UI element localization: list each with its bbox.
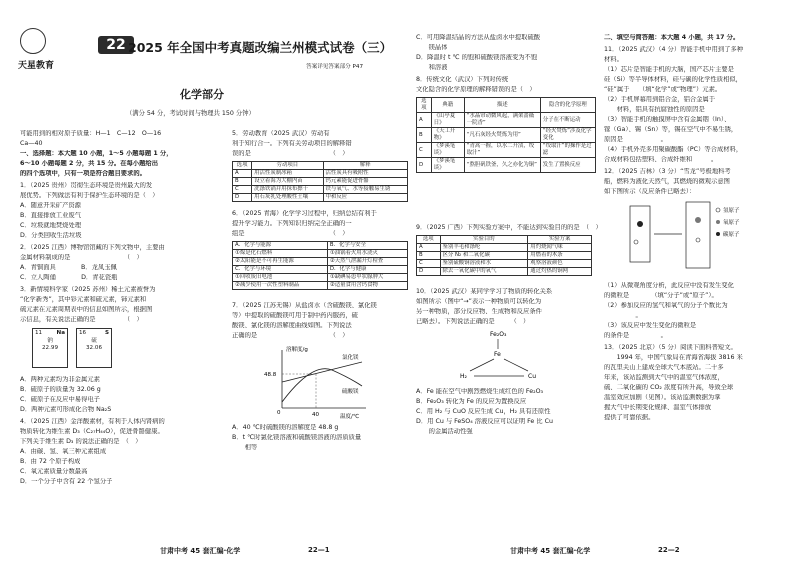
table-cell: ②适量食用含钙食物	[327, 282, 407, 290]
text-line: 另一种物质，部分反应物、生成物和反应条件	[416, 308, 542, 315]
table-cell: 洗涤铁锅并用抹布擦干	[252, 186, 323, 194]
text-line: 酸镁、氯化镁的溶解度曲线如图。下列说法	[232, 322, 352, 329]
table-cell: 中和反应	[323, 194, 407, 202]
table-cell: 用燃着的木条	[528, 252, 592, 260]
graph-xtick: 40	[312, 412, 319, 418]
text-line: （3）该反应中发生变化的微粒是	[604, 322, 722, 329]
text-line: 12．（2025 吉林）（3 分）“雪龙”号极地科考	[604, 168, 731, 175]
element-symbol: S	[104, 330, 109, 336]
table-cell: 设立着海为大棚内苗	[252, 178, 323, 186]
table-row	[233, 266, 408, 274]
text-line: 误的是 （ ）	[232, 150, 349, 157]
table-cell: B．化学与安全	[327, 242, 407, 250]
table-cell: 《天工开物》	[431, 128, 464, 143]
atomic-number: 11	[35, 330, 43, 336]
table-row	[417, 252, 592, 260]
text-line: D．一个分子中含有 22 个氢分子	[20, 478, 113, 485]
text-line: B．t ℃时氯化镁溶液和硫酸镁溶液的溶质质量	[232, 434, 362, 441]
table-cell: “绞取汁”的操作是过滤	[540, 143, 595, 158]
text-line: 原因是 。	[604, 136, 667, 143]
table-cell: 分子在不断运动	[540, 113, 595, 128]
transform-diagram	[456, 328, 546, 384]
table-cell: ①缺碘易患甲状腺肿大	[327, 274, 407, 282]
text-line: 10．（2025 武汉）某同学学习了物质的转化关系	[416, 288, 553, 295]
text-line: C．垃圾就地焚烧处理	[20, 222, 82, 229]
table-row	[233, 194, 408, 202]
answer-reference: 答案详见答案部分 P47	[306, 64, 364, 70]
element-name: 钠	[47, 338, 53, 344]
text-line: 温室效应加剧（见图）。该站监测数据为掌	[604, 394, 721, 401]
text-line: 物质转化为维生素 D₃（C₂₇H₄₄O），促进骨骼健康。	[20, 428, 164, 435]
text-line: A．青铜面具 B．龙凤玉佩	[20, 264, 117, 271]
table-header: 选项	[233, 162, 252, 170]
text-line: 船，燃料为液化天然气，其燃烧的微观示意图	[604, 178, 730, 185]
table-cell: ①煤是化石燃料	[233, 250, 328, 258]
table-cell: 通过灼热的铜网	[528, 268, 592, 276]
table-cell: A	[233, 170, 252, 178]
table-cell: “青蒿一握，以水二升渍，绞取汁”	[464, 143, 540, 158]
table-row	[417, 128, 596, 143]
table-cell: C．化学与环境	[233, 266, 328, 274]
table-cell: A	[417, 113, 432, 128]
table-cell: 《梦溪笔谈》	[431, 143, 464, 158]
exam-meta: （满分 54 分，考试时间与物理共 150 分钟）	[126, 110, 255, 117]
atomic-mass: 32.06	[85, 345, 102, 351]
table-cell: 《梦溪笔谈》	[431, 158, 464, 173]
table-cell: ②太阳能是不可再生能源	[233, 258, 328, 266]
text-line: 的微粒是 （填“分子”或“原子”）。	[604, 292, 718, 299]
diagram-node: Cu	[528, 373, 536, 380]
graph-origin: 0	[277, 410, 281, 416]
table-row	[417, 260, 592, 268]
text-line: （2）参加反应的氢气和氧气的分子个数比为	[604, 302, 728, 309]
text-line: C．可用降温结晶的方法从盐卤水中提取硫酸	[416, 34, 541, 41]
diagram-node: Fe	[494, 351, 501, 358]
brand-name: 天星教育	[18, 61, 55, 71]
text-line: 5．劳动教育（2025 武汉）劳动有	[232, 130, 330, 137]
text-line: C．用 H₂ 与 CuO 反应生成 Cu，H₂ 具有还原性	[416, 408, 551, 415]
text-line: 的瓦里关山上建成全球大气本底站。二十多	[604, 364, 724, 371]
graph-ytick: 48.8	[264, 372, 277, 378]
text-line: 合成材料包括塑料、合成纤维和 。	[604, 156, 718, 163]
text-line: A．由碳、氢、氧三种元素组成	[20, 448, 107, 455]
table-cell: ②天然气泄漏开灯检查	[327, 258, 407, 266]
text-line: 示信息，有关说法正确的是 （ ）	[20, 316, 143, 323]
footer-right-page: 22—2	[658, 546, 680, 554]
text-line: D．分类回收生活垃圾	[20, 232, 82, 239]
text-line: 二、填空与简答题：本大题 4 小题，共 17 分。	[604, 34, 740, 41]
table-cell: B	[417, 252, 441, 260]
graph-ylabel: 溶解度/g	[286, 347, 308, 353]
text-line: 11．（2025 武汉）（4 分）智能手机中用到了多种	[604, 46, 744, 53]
table-q8	[416, 97, 596, 173]
table-cell: D．化学与健康	[327, 266, 407, 274]
text-line: A．Fe 能在空气中剧烈燃烧生成红色的 Fe₂O₃	[416, 388, 544, 395]
text-line: A．两种元素均为非金属元素	[20, 376, 100, 383]
text-line: 展优势。下列做法有利于保护生态环境的是（ ）	[20, 192, 159, 199]
table-q9	[416, 235, 592, 276]
atomic-number: 16	[79, 330, 87, 336]
table-cell: 钙元素能促进骨骼	[323, 178, 407, 186]
table-row	[417, 244, 592, 252]
text-line: 6～10 小题每题 2 分，共 15 分。在每小题给出	[20, 160, 158, 167]
graph-xlabel: 温度/℃	[340, 414, 360, 420]
table-row	[417, 143, 596, 158]
table-cell: 用活性炭制冰箱	[252, 170, 323, 178]
table-header: 实验目的	[440, 236, 528, 244]
text-line: D．两种元素可形成化合物 Na₂S	[20, 406, 112, 413]
text-line: 提升学习能力。下列知识归纳完全正确的一	[232, 220, 352, 227]
element-card-1	[32, 328, 68, 368]
table-row	[233, 282, 408, 290]
table-cell: C	[233, 186, 252, 194]
table-cell: “凡石灰经火焚炼为用”	[464, 128, 540, 143]
table-row	[417, 113, 596, 128]
text-line: （2）手机屏幕用到铝合金，铝合金属于	[604, 96, 716, 103]
text-line: 4．（2025 江西）金洋酸素材，有利于人体内肾病的	[20, 418, 165, 425]
table-header: 解释	[323, 162, 407, 170]
text-line: 硅（Si）等半导体材料，硅与碳的化学性质相似，	[604, 76, 742, 83]
table-cell: ①回收废旧电池	[233, 274, 328, 282]
element-symbol: Na	[56, 330, 65, 336]
text-line: 8．传统文化（武汉）下列对传统	[416, 76, 509, 83]
table-cell: D	[417, 158, 432, 173]
table-row	[233, 258, 408, 266]
table-q6	[232, 241, 408, 290]
text-line: 2．（2025 江西）博物馆馆藏的下列文物中，主要由	[20, 244, 165, 251]
text-line: B．由 72 个原子构成	[20, 458, 81, 465]
section-title: 化学部分	[180, 88, 224, 101]
text-line: 文化隐含的化学原理的解释错误的是（ ）	[416, 86, 536, 93]
element-name: 硫	[91, 338, 97, 344]
table-cell: A	[417, 244, 441, 252]
text-line: 的金属活动性强	[416, 428, 473, 435]
table-cell: 发生了置换反应	[540, 158, 595, 173]
text-line: D．降温时 t ℃ 的饱和硫酸镁溶液变为不饱	[416, 54, 538, 61]
table-cell: 除去一氧化碳中的氧气	[440, 268, 528, 276]
table-header: 隐含的化学原理	[540, 98, 595, 113]
text-line: 等）中提取的硫酸镁可用于制中药内服药，硫	[232, 312, 358, 319]
text-line: C．硫原子在反应中易得电子	[20, 396, 100, 403]
solubility-graph	[262, 342, 372, 420]
curve-label: 硫酸镁	[342, 389, 359, 395]
table-row	[233, 186, 408, 194]
text-line: 组是 （ ）	[232, 230, 349, 237]
table-header: 劳动项目	[252, 162, 323, 170]
text-line: 可能用到的相对原子质量：H—1 C—12 O—16	[20, 130, 162, 137]
text-line: （4）手机外壳多用聚碳酸酯（PC）等合成材料，	[604, 146, 743, 153]
table-cell: B	[417, 128, 432, 143]
text-line: 1994 年，中国气象局在青海省海拔 3816 米	[604, 354, 743, 361]
text-line: 1．（2025 贵州）贯彻生态环境是贵州最大的发	[20, 182, 153, 189]
curve-mgso4	[282, 369, 362, 402]
text-line: B．Fe₂O₃ 转化为 Fe 的反应为置换反应	[416, 398, 527, 405]
table-cell: “水晶帘动微风起，满架蔷薇一院香”	[464, 113, 540, 128]
text-line: 材料。	[604, 56, 623, 63]
table-q5	[232, 161, 408, 202]
footer-left-magazine: 甘肃中考 45 套汇编·化学	[160, 547, 241, 555]
footer-right-magazine: 甘肃中考 45 套汇编·化学	[510, 547, 591, 555]
text-line: 镁晶体	[416, 44, 448, 51]
text-line: （1）芯片是智能手机的大脑，国产芯片主要是	[604, 66, 734, 73]
diagram-node: H₂	[460, 373, 467, 380]
text-line: 硫元素在元素周期表中的信息如图所示，根据图	[20, 306, 153, 313]
table-cell: 铁与氧气、水等接触易生锈	[323, 186, 407, 194]
paper-number: 22	[98, 36, 134, 54]
table-cell: ②减少使用一次性塑料制品	[233, 282, 328, 290]
text-line: 正确的是 （ ）	[232, 332, 349, 339]
table-cell: 用灼烧闻气味	[528, 244, 592, 252]
text-line: 提供了可靠依据。	[604, 414, 655, 421]
text-line: 金属材料制成的是 （ ）	[20, 254, 143, 261]
text-line: 下列关于维生素 D₃ 的说法正确的是 （ ）	[20, 438, 142, 445]
text-line: 6．（2025 青海）化学学习过程中，归纳总结有利于	[232, 210, 377, 217]
table-cell: “经火焚炼”涉及化学变化	[540, 128, 595, 143]
table-header: 选项	[417, 236, 441, 244]
table-cell: D	[233, 194, 252, 202]
table-cell: 《山亭夏日》	[431, 113, 464, 128]
text-line: C．氧元素质量分数最高	[20, 468, 88, 475]
table-cell: 观察溶液颜色	[528, 260, 592, 268]
text-line: 相等	[232, 444, 258, 451]
table-cell: C	[417, 260, 441, 268]
table-header: 实验方案	[528, 236, 592, 244]
table-row	[233, 250, 408, 258]
text-line: 材料，铝具有抗腐蚀性的原因是	[604, 106, 705, 113]
text-line: 年来，该站监测到大气中的温室气体浓度，	[604, 374, 724, 381]
table-row	[233, 170, 408, 178]
table-cell: “熬胆矾铁釜，久之亦化为铜”	[464, 158, 540, 173]
text-line: “化学新秀”，其中钐元素和硫元素，铈元素和	[20, 296, 147, 303]
text-line: 已略去）。下列说法正确的是 （ ）	[416, 318, 530, 325]
text-line: A．40 ℃时硫酸镁的溶解度是 48.8 g	[232, 424, 339, 431]
text-line: D．用 Cu 与 FeSO₄ 溶液反应可以证明 Fe 比 Cu	[416, 418, 553, 425]
text-line: 和溶液	[416, 64, 448, 71]
table-cell: 鉴别硫酸铜溶液和水	[440, 260, 528, 268]
table-header: 典籍	[431, 98, 464, 113]
table-cell: 区分 N₂ 和二氧化碳	[440, 252, 528, 260]
text-line: 9．（2025 广西）下列实验方案中，不能达到实验目的的是 （ ）	[416, 224, 602, 231]
table-row	[417, 268, 592, 276]
text-line: C．立人陶俑 D．青花瓷瓶	[20, 274, 118, 281]
text-line: 硫、二氧化碳的 CO₂ 浓度有所升高，导致全球	[604, 384, 734, 391]
table-header: 描述	[464, 98, 540, 113]
legend-label: 氧原子	[723, 220, 740, 226]
text-line: （3）智能手机的触摸屏中含有金属铟（In）、	[604, 116, 731, 123]
text-line: “硅”属于 （填“化学”或“物理”）元素。	[604, 86, 722, 93]
table-cell: C	[417, 143, 432, 158]
text-line: B．直接排放工业废气	[20, 212, 81, 219]
diagram-node: Fe₂O₃	[490, 331, 507, 338]
table-cell: 用石灰乳处理酸性土壤	[252, 194, 323, 202]
text-line: 13．（2025 北京）（5 分）阅读下面科普短文。	[604, 344, 737, 351]
text-line: 的四个选项中，只有一项是符合题目要求的。	[20, 170, 146, 177]
table-cell: 鉴别羊毛和涤纶	[440, 244, 528, 252]
table-cell: ①油锅着火用水浇灭	[327, 250, 407, 258]
element-card-2	[76, 328, 112, 368]
table-cell: B	[233, 178, 252, 186]
curve-label: 氯化镁	[342, 355, 359, 361]
text-line: Ca—40	[20, 140, 43, 147]
table-row	[233, 274, 408, 282]
paper-title: 2025 年全国中考真题改编兰州模式试卷（三）	[128, 40, 393, 55]
text-line: 。	[604, 312, 642, 319]
atomic-mass: 22.99	[41, 345, 58, 351]
table-row	[417, 158, 596, 173]
table-row	[233, 242, 408, 250]
text-line: 如下图所示（反应条件已略去）：	[604, 188, 696, 195]
text-line: 7．（2025 江苏无锡）从盐卤水（含硫酸镁、氯化镁	[232, 302, 377, 309]
text-line: 利于知行合一。下列有关劳动项目的解释错	[232, 140, 352, 147]
brand-logo	[20, 28, 46, 54]
table-cell: A．化学与能源	[233, 242, 328, 250]
footer-left-page: 22—1	[308, 546, 330, 554]
table-row	[233, 178, 408, 186]
legend-label: 碳原子	[723, 232, 740, 238]
text-line: 握大气中长期变化规律、温室气体排放	[604, 404, 712, 411]
text-line: A．随意开采矿产资源	[20, 202, 81, 209]
text-line: 3．新情境科学家（2025 苏州）稀土元素被誉为	[20, 286, 156, 293]
text-line: 如图所示（图中“→”表示一种物质可以转化为	[416, 298, 542, 305]
table-cell: D	[417, 268, 441, 276]
table-header: 选项	[417, 98, 432, 113]
table-cell: 活性炭具有吸附性	[323, 170, 407, 178]
text-line: 一、选择题：本大题 10 小题，1～5 小题每题 1 分，	[20, 150, 173, 157]
text-line: 镓（Ga）、锡（Sn）等，锡在空气中不易生锈，	[604, 126, 738, 133]
text-line: （1）从微观角度分析，此反应中没有发生变化	[604, 282, 734, 289]
legend-label: 氢原子	[723, 208, 740, 214]
text-line: 的条件是 。	[604, 332, 667, 339]
text-line: B．硫原子的质量为 32.06 g	[20, 386, 101, 393]
combustion-diagram	[626, 200, 766, 276]
